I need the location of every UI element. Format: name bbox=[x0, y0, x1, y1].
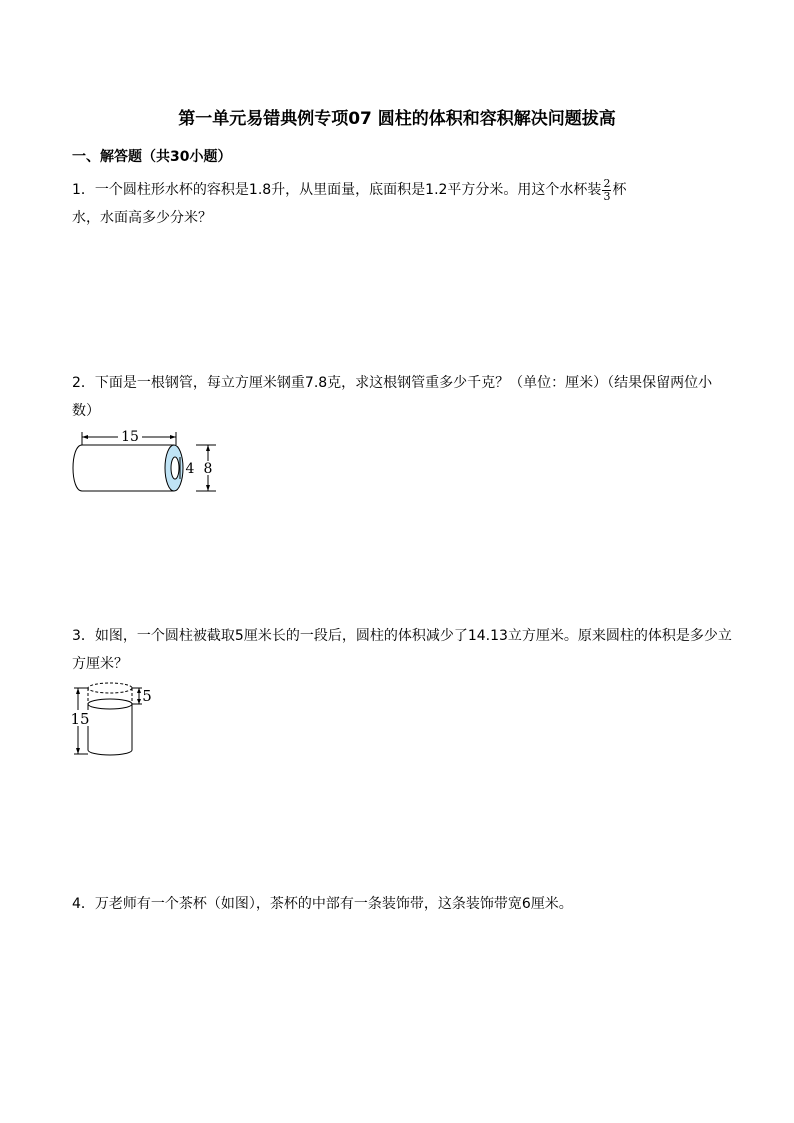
steel-pipe-figure bbox=[66, 425, 226, 497]
question-4 bbox=[72, 890, 732, 918]
cut-length-label: 5 bbox=[142, 687, 152, 705]
inner-diameter-label: 4 bbox=[185, 461, 195, 477]
cylinder-body bbox=[88, 704, 132, 755]
section-heading: 一、解答题（共30小题） bbox=[72, 149, 232, 165]
question-2-text: 2．下面是一根钢管，每立方厘米钢重7.8克，求这根钢管重多少千克？（单位：厘米）（结果保留两位小数） bbox=[72, 375, 713, 419]
outer-diameter-label: 8 bbox=[203, 461, 213, 477]
page-title: 第一单元易错典例专项07 圆柱的体积和容积解决问题拔高 bbox=[178, 109, 616, 129]
fraction bbox=[602, 178, 611, 203]
pipe-inner-hole bbox=[171, 457, 179, 479]
length-label: 15 bbox=[121, 429, 139, 445]
height-label: 15 bbox=[70, 710, 90, 728]
question-1 bbox=[72, 176, 732, 232]
question-3 bbox=[72, 622, 732, 678]
cylinder-figure bbox=[70, 680, 160, 760]
fraction-denominator: 3 bbox=[603, 189, 611, 203]
question-1-text-cont: 杯 bbox=[612, 182, 627, 198]
question-3-text: 3．如图，一个圆柱被截取5厘米长的一段后，圆柱的体积减少了14.13立方厘米。原来圆柱的体积是多少立方厘米？ bbox=[72, 628, 732, 672]
cylinder-top-ellipse bbox=[88, 699, 132, 709]
fraction-numerator: 2 bbox=[603, 176, 611, 190]
question-1-text: 1．一个圆柱形水杯的容积是1.8升，从里面量，底面积是1.2平方分米。用这个水杯装 bbox=[72, 182, 602, 198]
cut-top-ellipse bbox=[88, 683, 132, 693]
pipe-body bbox=[73, 445, 174, 491]
question-4-text: 4．万老师有一个茶杯（如图），茶杯的中部有一条装饰带，这条装饰带宽6厘米。 bbox=[72, 896, 573, 912]
question-1-text-line2: 水，水面高多少分米？ bbox=[72, 210, 212, 226]
question-2 bbox=[72, 369, 732, 425]
